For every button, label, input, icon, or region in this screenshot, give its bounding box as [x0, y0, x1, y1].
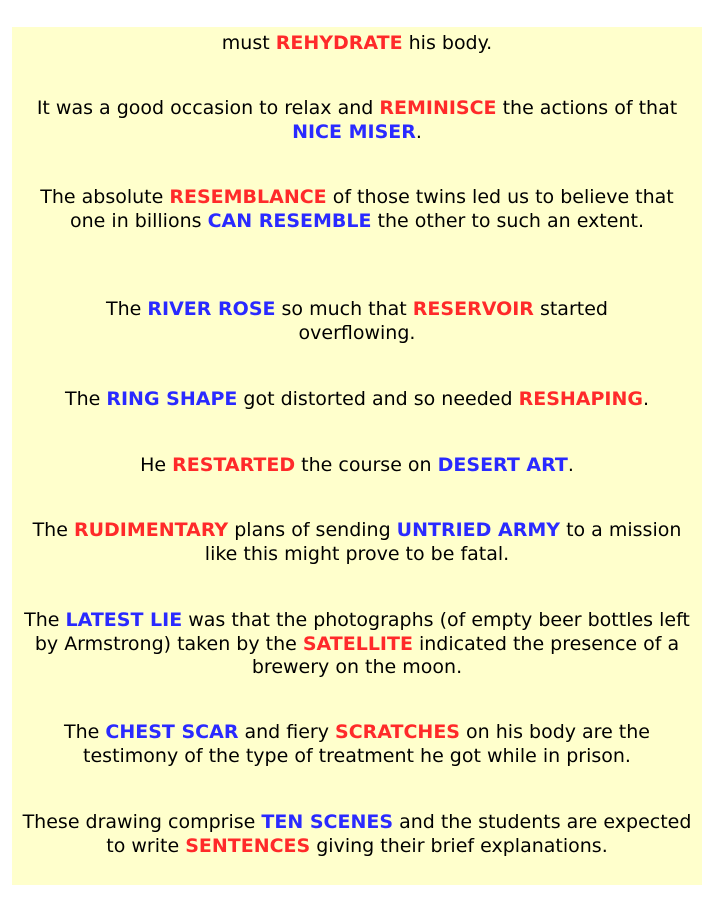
text-segment: The — [106, 298, 148, 320]
text-segment: He — [140, 454, 173, 476]
text-segment: on his body are the testimony of the type of treatment he got while in prison. — [83, 721, 650, 767]
document-panel — [12, 27, 702, 885]
text-segment: . — [642, 388, 650, 410]
text-segment: got distorted and so needed — [237, 388, 519, 410]
keyword-blue: UNTRIED ARMY — [396, 519, 561, 541]
paragraph-2 — [18, 97, 696, 144]
keyword-blue: LATEST LIE — [65, 609, 183, 631]
paragraph-6 — [12, 454, 702, 478]
keyword-red: RESEMBLANCE — [169, 186, 327, 208]
text-segment: the course on — [295, 454, 438, 476]
text-segment: These drawing comprise — [22, 811, 262, 833]
keyword-red: SCRATCHES — [335, 721, 460, 743]
text-segment: and fiery — [238, 721, 336, 743]
keyword-red: REHYDRATE — [275, 32, 403, 54]
paragraph-4 — [67, 298, 647, 345]
text-segment: The — [24, 609, 66, 631]
keyword-blue: RING SHAPE — [106, 388, 238, 410]
keyword-red: RUDIMENTARY — [73, 519, 229, 541]
paragraph-8 — [18, 609, 696, 680]
keyword-blue: CAN RESEMBLE — [207, 209, 372, 232]
paragraph-10 — [12, 811, 702, 858]
text-segment: started overflowing. — [298, 298, 608, 344]
paragraph-9 — [18, 721, 696, 768]
text-segment: plans of sending — [228, 519, 397, 541]
paragraph-3 — [27, 186, 687, 233]
text-segment: of those twins led us to believe that one in billions — [70, 186, 674, 232]
keyword-red: RESTARTED — [172, 454, 296, 476]
text-segment: was that the photographs (of empty beer bottles left by Armstrong) taken by the — [34, 609, 690, 655]
paragraph-1 — [12, 32, 702, 56]
keyword-red: SENTENCES — [185, 834, 311, 857]
keyword-blue: TEN SCENES — [261, 811, 394, 833]
text-segment: must — [221, 32, 276, 54]
text-segment: the actions of that — [496, 97, 678, 119]
text-segment: so much that — [275, 298, 413, 320]
text-segment: giving their brief explanations. — [310, 834, 608, 857]
text-segment: indicated the presence of a brewery on the moon. — [251, 632, 680, 678]
text-segment: the other to such an extent. — [371, 209, 644, 232]
text-segment: and the students are expected to write — [106, 811, 692, 857]
text-segment: The — [64, 721, 106, 743]
keyword-blue: CHEST SCAR — [105, 721, 239, 743]
keyword-blue: RIVER ROSE — [147, 298, 276, 320]
text-segment: . — [415, 120, 422, 143]
paragraph-7 — [27, 519, 687, 566]
keyword-red: RESHAPING — [518, 388, 643, 410]
text-segment: The absolute — [40, 186, 170, 208]
text-segment: The — [32, 519, 74, 541]
keyword-red: REMINISCE — [379, 97, 497, 119]
text-segment: It was a good occasion to relax and — [36, 97, 380, 119]
keyword-red: SATELLITE — [302, 632, 413, 655]
keyword-blue: NICE MISER — [292, 120, 416, 143]
keyword-red: RESERVOIR — [412, 298, 534, 320]
text-segment: The — [64, 388, 107, 410]
text-segment: . — [567, 454, 574, 476]
keyword-blue: DESERT ART — [437, 454, 568, 476]
text-segment: his body. — [402, 32, 493, 54]
text-segment: to a mission like this might prove to be fatal. — [204, 519, 682, 565]
paragraph-5 — [12, 388, 702, 412]
